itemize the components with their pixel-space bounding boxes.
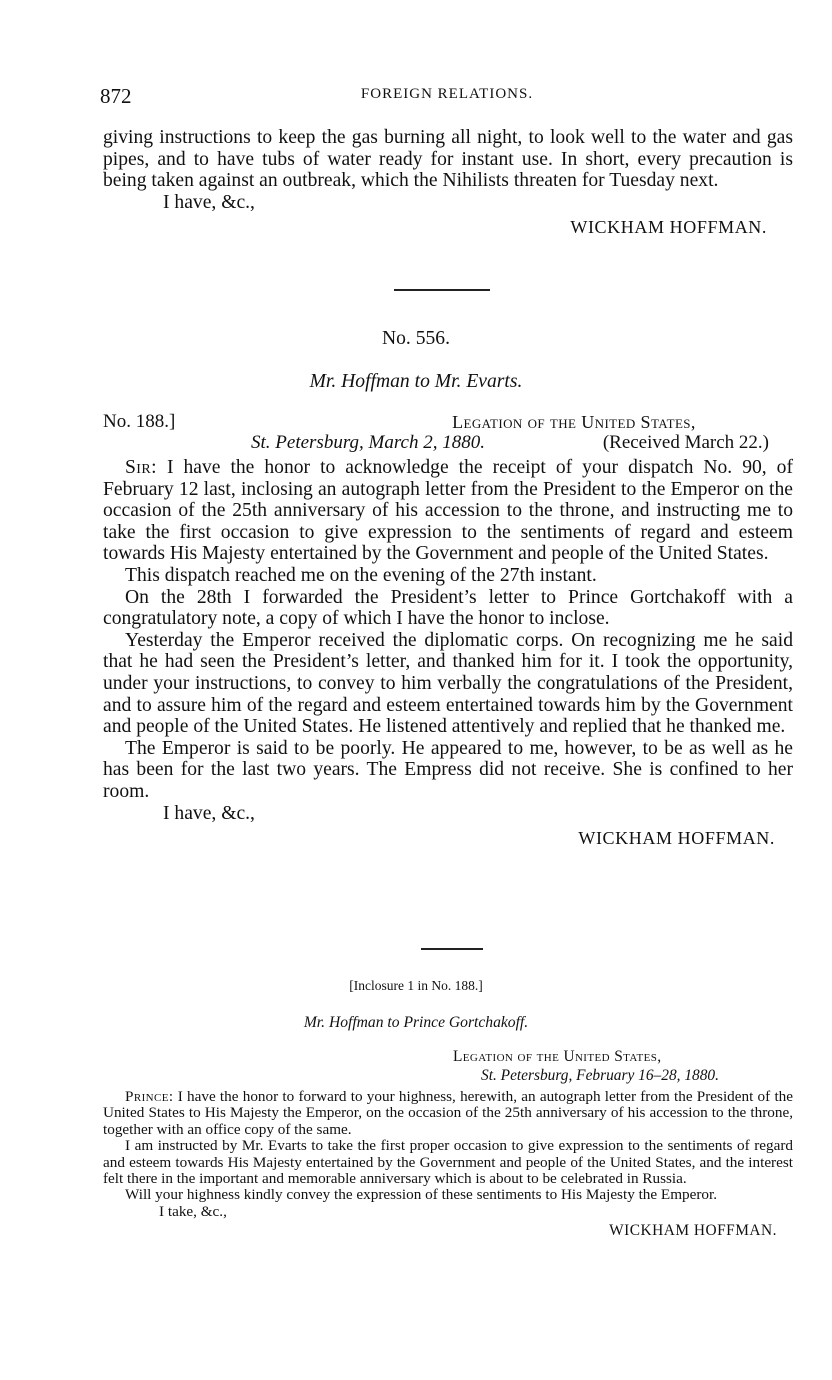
legation-heading: Legation of the United States,	[452, 412, 696, 432]
inclosure-paragraph: Prince: I have the honor to forward to your highness, herewith, an autograph letter from the President of the United States to His Majesty the Emperor, on the occasion of the 25th anniversary of his accession to the throne, together with an office copy of the same.	[103, 1088, 794, 1138]
inclosure-title: Mr. Hoffman to Prince Gortchakoff.	[303, 1014, 529, 1031]
dispatch-paragraph: This dispatch reached me on the evening of the 27th instant.	[125, 564, 597, 586]
continuation-closing: I have, &c.,	[163, 191, 255, 213]
dispatch-signature: WICKHAM HOFFMAN.	[578, 828, 775, 849]
dispatch-closing: I have, &c.,	[163, 802, 255, 824]
inclosure-signature: WICKHAM HOFFMAN.	[609, 1222, 777, 1240]
dispatch-paragraph: The Emperor is said to be poorly. He appeared to me, however, to be as well as he has been for the last two years. The Empress did not receive. She is confined to her room.	[103, 737, 793, 802]
page-header	[100, 84, 794, 110]
dispatch-number: No. 188.]	[103, 411, 176, 432]
continuation-section	[103, 127, 793, 238]
dispatch-heading	[103, 411, 793, 433]
dispatch-paragraph: Sir: I have the honor to acknowledge the receipt of your dispatch No. 90, of February 12 last, inclosing an autograph letter from the President to the Emperor on the occasion of the 25th anniversary of his accession to the throne, and instructing me to take the first occasion to give expression to the sentiments of regard and esteem towards His Majesty entertained by the Government and people of the United States.	[103, 457, 793, 565]
continuation-signature: WICKHAM HOFFMAN.	[570, 217, 767, 238]
dispatch-received: (Received March 22.)	[602, 432, 769, 453]
inclosure-place-date: St. Petersburg, February 16–28, 1880.	[481, 1067, 719, 1084]
dispatch-body	[103, 457, 793, 849]
continuation-paragraph: giving instructions to keep the gas burning all night, to look well to the water and gas pipes, and to have tubs of water ready for instant use. In short, every precaution is being taken against an outbreak, which the Nihilists threaten for Tuesday next.	[103, 127, 793, 192]
section-divider	[421, 948, 483, 950]
inclosure-salutation: Prince:	[125, 1088, 174, 1105]
page-number: 872	[100, 84, 132, 108]
dispatch-paragraph: Yesterday the Emperor received the diplomatic corps. On recognizing me he said that he had seen the President’s letter, and thanked him for it. I took the opportunity, under your instructions, to convey to him verbally the congratulations of the President, and to assure him of the regard and esteem entertained towards him by the Government and people of the United States. He listened attentively and replied that he thanked me.	[103, 629, 793, 738]
inclosure-closing: I take, &c.,	[159, 1202, 227, 1220]
running-head: FOREIGN RELATIONS.	[360, 86, 534, 102]
inclosure-body	[103, 1089, 793, 1240]
dispatch-paragraph: On the 28th I forwarded the President’s letter to Prince Gortchakoff with a congratulatory note, a copy of which I have the honor to inclose.	[103, 586, 793, 630]
inclosure-paragraph: I am instructed by Mr. Evarts to take the first proper occasion to give expression to the sentiments of regard and esteem towards His Majesty entertained by the Government and people of the United States, and the interest felt there in the important and memorable anniversary which is about to be celebrated in Russia.	[103, 1137, 793, 1188]
dispatch-place-date: St. Petersburg, March 2, 1880.	[251, 432, 485, 453]
document-number: No. 556.	[381, 328, 451, 349]
inclosure-paragraph: Will your highness kindly convey the expression of these sentiments to His Majesty the Emperor.	[125, 1186, 718, 1204]
inclosure-heading	[103, 1048, 793, 1086]
dispatch-salutation: Sir:	[125, 457, 157, 478]
inclosure-legation: Legation of the United States,	[453, 1048, 662, 1065]
document-title: Mr. Hoffman to Mr. Evarts.	[309, 371, 523, 392]
inclosure-label: [Inclosure 1 in No. 188.]	[349, 978, 483, 993]
section-divider	[394, 289, 490, 291]
dispatch-dateline	[103, 432, 793, 454]
